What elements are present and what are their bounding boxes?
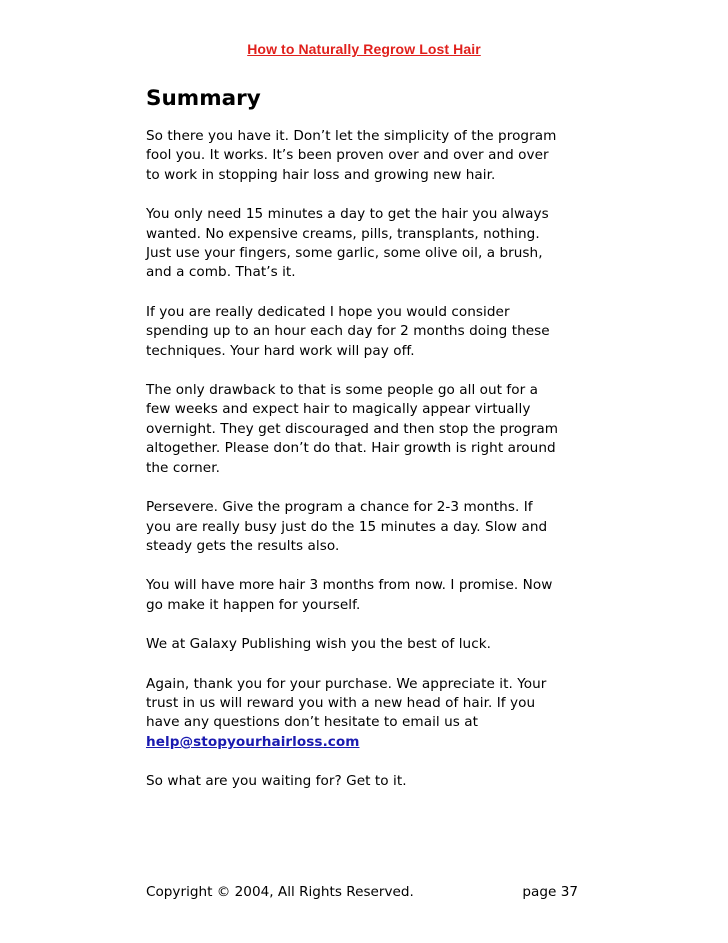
page-content bbox=[146, 84, 586, 812]
paragraph-3 bbox=[146, 303, 586, 361]
paragraph-8 bbox=[146, 675, 586, 753]
paragraph-line: Persevere. Give the program a chance for 2-3 months. If bbox=[146, 499, 533, 516]
paragraph-line: You will have more hair 3 months from now. I promise. Now bbox=[146, 577, 553, 594]
paragraph-line: techniques. Your hard work will pay off. bbox=[146, 342, 415, 359]
paragraph-line: trust in us will reward you with a new head of hair. If you bbox=[146, 694, 536, 711]
email-line bbox=[146, 733, 586, 752]
paragraph-line: Again, thank you for your purchase. We appreciate it. Your bbox=[146, 675, 547, 692]
paragraph-line: few weeks and expect hair to magically appear virtually bbox=[146, 401, 531, 418]
paragraph-2 bbox=[146, 205, 586, 283]
email-link[interactable]: help@stopyourhairloss.com bbox=[146, 733, 360, 750]
paragraph-line: go make it happen for yourself. bbox=[146, 596, 361, 613]
paragraph-9 bbox=[146, 772, 586, 791]
paragraph-line: You only need 15 minutes a day to get the hair you always bbox=[146, 206, 549, 223]
paragraph-7 bbox=[146, 635, 586, 654]
paragraph-line: fool you. It works. It’s been proven over and over and over bbox=[146, 147, 549, 164]
paragraph-line: have any questions don’t hesitate to email us at bbox=[146, 714, 479, 731]
paragraph-line: wanted. No expensive creams, pills, transplants, nothing. bbox=[146, 225, 540, 242]
paragraph-6 bbox=[146, 576, 586, 615]
paragraph-line: overnight. They get discouraged and then stop the program bbox=[146, 420, 559, 437]
paragraph-line: The only drawback to that is some people go all out for a bbox=[146, 382, 539, 399]
paragraph-line: you are really busy just do the 15 minutes a day. Slow and bbox=[146, 518, 548, 535]
paragraph-line: spending up to an hour each day for 2 months doing these bbox=[146, 323, 550, 340]
paragraph-line: altogether. Please don’t do that. Hair growth is right around bbox=[146, 440, 556, 457]
paragraph-line: Just use your fingers, some garlic, some olive oil, a brush, bbox=[146, 245, 543, 262]
paragraph-line: and a comb. That’s it. bbox=[146, 264, 296, 281]
paragraph-4 bbox=[146, 381, 586, 478]
paragraph-1 bbox=[146, 127, 586, 185]
paragraph-line: So what are you waiting for? Get to it. bbox=[146, 773, 407, 790]
footer-copyright: Copyright © 2004, All Rights Reserved. bbox=[146, 884, 414, 900]
paragraph-line: So there you have it. Don’t let the simplicity of the program bbox=[146, 128, 557, 144]
paragraph-line: the corner. bbox=[146, 459, 220, 476]
paragraph-line: steady gets the results also. bbox=[146, 537, 340, 554]
paragraph-line: If you are really dedicated I hope you would consider bbox=[146, 303, 510, 320]
footer-page-number: page 37 bbox=[522, 884, 578, 900]
paragraph-line: We at Galaxy Publishing wish you the best of luck. bbox=[146, 636, 492, 653]
paragraph-5 bbox=[146, 498, 586, 556]
paragraph-line: to work in stopping hair loss and growing new hair. bbox=[146, 166, 496, 183]
running-header-title: How to Naturally Regrow Lost Hair bbox=[247, 41, 481, 57]
section-heading: Summary bbox=[146, 86, 261, 111]
